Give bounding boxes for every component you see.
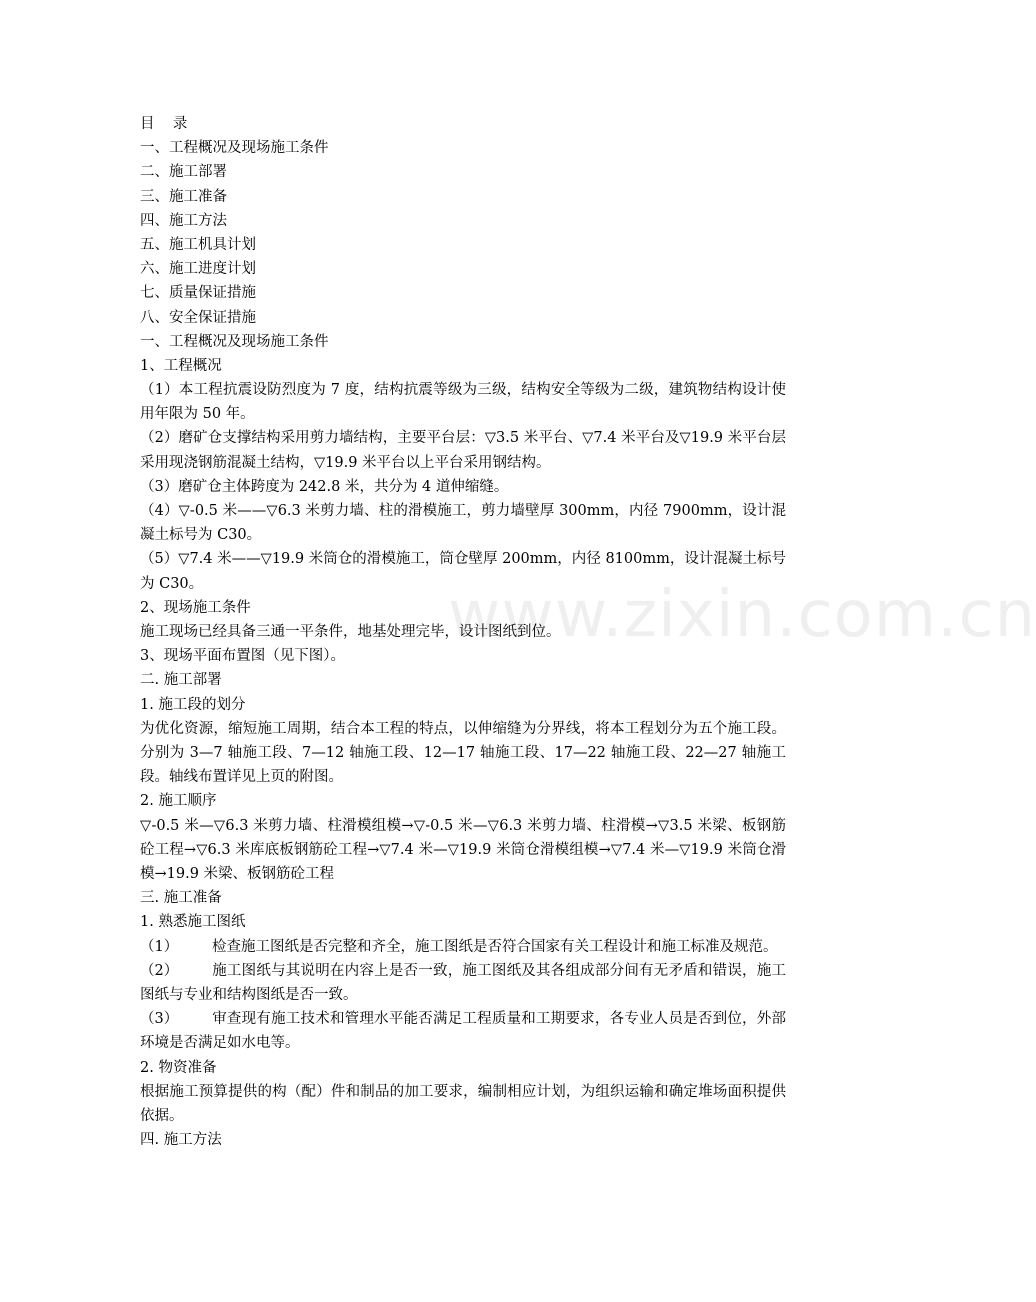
paragraph: 施工现场已经具备三通一平条件，地基处理完毕，设计图纸到位。 [140, 624, 561, 641]
item-number: （3） [140, 1011, 179, 1028]
paragraph: 为优化资源，缩短施工周期，结合本工程的特点，以伸缩缝为分界线，将本工程划分为五个施工段。分别为 3—7 轴施工段、7—12 轴施工段、12—17 轴施工段、17—22 轴施工段、22—27 轴施工段。轴线布置详见上页的附图。 [140, 720, 786, 786]
subsection-title: 1. 施工段的划分 [140, 696, 246, 713]
paragraph: （1）本工程抗震设防烈度为 7 度，结构抗震等级为三级，结构安全等级为二级，建筑物结构设计使用年限为 50 年。 [140, 382, 786, 423]
item-text: 施工图纸与其说明在内容上是否一致，施工图纸及其各组成部分间有无矛盾和错误，施工图纸与专业和结构图纸是否一致。 [140, 962, 786, 1003]
paragraph: （3）磨矿仓主体跨度为 242.8 米，共分为 4 道伸缩缝。 [140, 478, 509, 495]
section-title: 二. 施工部署 [140, 672, 222, 689]
item-text: 审查现有施工技术和管理水平能否满足工程质量和工期要求，各专业人员是否到位，外部环境是否满足如水电等。 [140, 1011, 786, 1052]
numbered-item [140, 935, 786, 959]
section-title: 四. 施工方法 [140, 1132, 222, 1149]
item-number: （2） [140, 962, 179, 979]
section-title: 一、工程概况及现场施工条件 [140, 333, 329, 350]
numbered-item [140, 1007, 786, 1055]
toc-item: 三、施工准备 [140, 188, 227, 205]
watermark: www.zixin.com.cn [448, 578, 1036, 652]
paragraph: 根据施工预算提供的构（配）件和制品的加工要求，编制相应计划，为组织运输和确定堆场面积提供依据。 [140, 1083, 786, 1124]
subsection-title: 3、现场平面布置图（见下图）。 [140, 648, 345, 665]
subsection-title: 1. 熟悉施工图纸 [140, 914, 246, 931]
toc-item: 七、质量保证措施 [140, 285, 256, 302]
subsection-title: 2、现场施工条件 [140, 599, 251, 616]
toc-item: 八、安全保证措施 [140, 309, 256, 326]
paragraph: ▽-0.5 米—▽6.3 米剪力墙、柱滑模组模→▽-0.5 米—▽6.3 米剪力墙、柱滑模→▽3.5 米梁、板钢筋砼工程→▽6.3 米库底板钢筋砼工程→▽7.4 米—▽19.9 米筒仓滑模组模→▽7.4 米—▽19.9 米筒仓滑模→19.9 米梁、板钢筋砼工程 [140, 817, 786, 883]
toc-item: 一、工程概况及现场施工条件 [140, 140, 329, 157]
numbered-item [140, 959, 786, 1007]
toc-item: 六、施工进度计划 [140, 261, 256, 278]
subsection-title: 2. 施工顺序 [140, 793, 217, 810]
subsection-title: 1、工程概况 [140, 357, 222, 374]
paragraph: （5）▽7.4 米——▽19.9 米筒仓的滑模施工，筒仓壁厚 200mm，内径 8100mm，设计混凝土标号为 C30。 [140, 551, 786, 592]
paragraph: （4）▽-0.5 米——▽6.3 米剪力墙、柱的滑模施工，剪力墙壁厚 300mm，内径 7900mm，设计混凝土标号为 C30。 [140, 503, 786, 544]
item-text: 检查施工图纸是否完整和齐全，施工图纸是否符合国家有关工程设计和施工标准及规范。 [212, 938, 778, 955]
paragraph: （2）磨矿仓支撑结构采用剪力墙结构，主要平台层：▽3.5 米平台、▽7.4 米平台及▽19.9 米平台层采用现浇钢筋混凝土结构，▽19.9 米平台以上平台采用钢结构。 [140, 430, 786, 471]
toc-item: 二、施工部署 [140, 164, 227, 181]
toc-item: 五、施工机具计划 [140, 236, 256, 253]
document-page [140, 112, 786, 1152]
subsection-title: 2. 物资准备 [140, 1059, 217, 1076]
toc-heading: 目 录 [140, 116, 188, 132]
item-number: （1） [140, 938, 179, 955]
toc-item: 四、施工方法 [140, 212, 227, 229]
section-title: 三. 施工准备 [140, 890, 222, 907]
